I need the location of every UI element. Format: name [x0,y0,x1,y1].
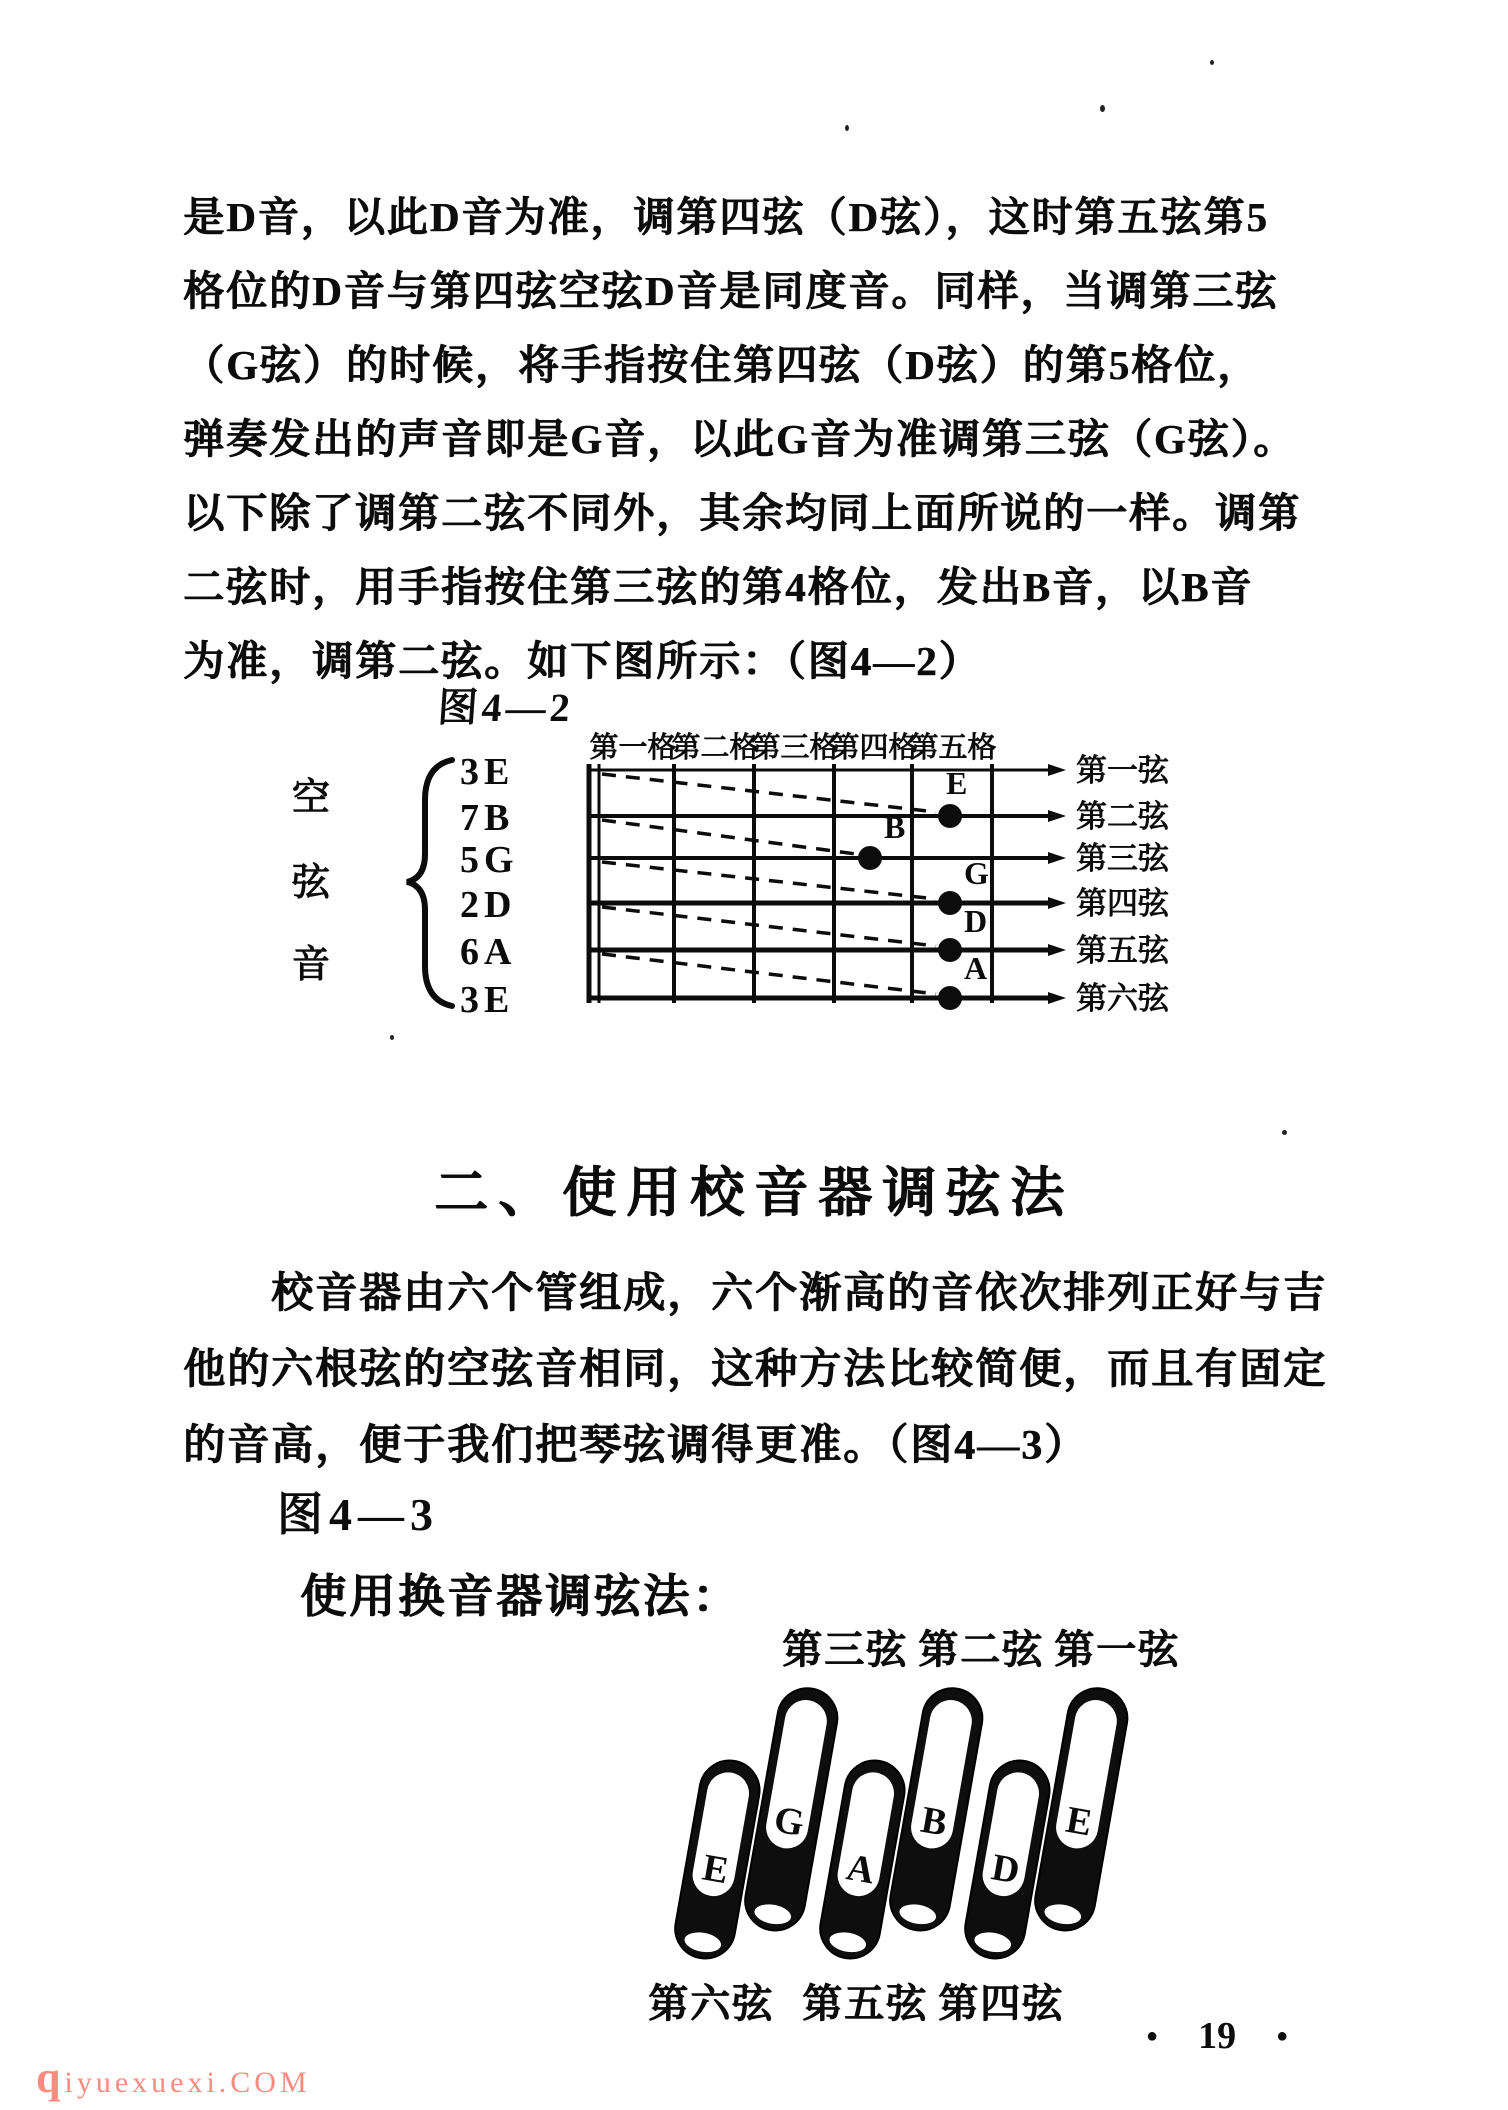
fret-header: 第二格 [671,732,759,764]
note-dot-A [938,986,962,1010]
figure-4-3-caption: 图4—3 [277,1489,439,1540]
note-letter: A [964,950,988,986]
string-right-label: 第四弦 [1076,886,1169,921]
page-number-dot: ● [1276,2025,1289,2047]
page-number-dot: ● [1146,2025,1159,2047]
string-left-label: 3E [460,979,515,1021]
brace [407,760,452,1006]
tuning-dashed-lines [602,774,936,994]
pipe-top-label: 第三弦 [782,1627,908,1672]
open-string-char: 音 [292,944,331,986]
page-number [1146,2014,1288,2058]
string-left-label: 3E [460,751,515,793]
note-letter: B [884,809,906,845]
open-string-char: 弦 [292,862,331,904]
note-letter: G [964,855,989,891]
paragraph-2-line: 的音高，便于我们把琴弦调得更准。（图4—3） [183,1423,1089,1469]
scan-speck [1100,105,1105,112]
paragraph-2-line: 他的六根弦的空弦音相同，这种方法比较简便，而且有固定 [183,1347,1328,1393]
string-right-label: 第二弦 [1076,799,1169,834]
paragraph-1-line: 为准，调第二弦。如下图所示：（图4—2） [183,638,982,684]
section-heading: 二、使用校音器调弦法 [434,1163,1074,1223]
pitch-pipe-A [815,1756,909,1963]
fret-header: 第五格 [909,732,997,764]
note-letter: D [964,903,988,939]
pipe-bottom-label: 第五弦 [802,1981,928,2026]
string-right-label: 第六弦 [1076,981,1169,1016]
pitch-pipe-E6 [670,1756,764,1963]
pipe-top-label: 第一弦 [1054,1627,1180,1672]
string-right-labels [1076,753,1170,1016]
site-watermark: qiyuexuexi.COM [36,2053,311,2102]
paragraph-1-line: 二弦时，用手指按住第三弦的第4格位，发出B音，以B音 [183,564,1254,610]
note-letters [884,765,989,986]
open-string-char: 空 [292,777,331,819]
string-left-labels [460,751,519,1021]
scan-speck [1282,1130,1287,1135]
fret-header: 第四格 [830,732,918,764]
pipe-top-label: 第二弦 [918,1627,1044,1672]
fret-header: 第一格 [589,732,677,764]
note-letter: E [946,765,968,801]
pitch-pipe-D [960,1756,1054,1963]
scan-speck [390,1035,394,1040]
note-dot-D [938,938,962,962]
scan-speck [1210,60,1214,65]
pipe-bottom-label: 第六弦 [648,1981,774,2026]
paragraph-2-line: 校音器由六个管组成，六个渐高的音依次排列正好与吉 [271,1271,1328,1317]
nut [589,764,599,1003]
note-dot-B [858,846,882,870]
paragraph-1-line: 是D音，以此D音为准，调第四弦（D弦），这时第五弦第5 [183,194,1269,240]
paragraph-1-line: 格位的D音与第四弦空弦D音是同度音。同样，当调第三弦 [183,268,1279,314]
string-right-label: 第三弦 [1076,841,1169,876]
pipe-note-letter: B [917,1798,951,1845]
string-left-label: 2D [460,884,517,926]
paragraph-1-line: （G弦）的时候，将手指按住第四弦（D弦）的第5格位， [183,342,1260,388]
string-left-label: 5G [460,839,519,881]
string-right-label: 第五弦 [1076,933,1169,968]
figure-4-2-caption: 图4—2 [436,685,576,730]
pipe-bottom-label: 第四弦 [938,1981,1064,2026]
pipe-note-letter: E [699,1846,732,1893]
note-dot-E [938,804,962,828]
string-left-label: 7B [460,797,515,839]
paragraph-1 [183,180,1363,698]
figure-4-3-subtitle: 使用换音器调弦法： [300,1571,741,1622]
note-dot-G [938,891,962,915]
fretboard-diagram [270,715,1360,1025]
paragraph-2 [183,1256,1363,1484]
fret-headers [589,731,996,764]
open-string-vertical-label [291,777,331,986]
paragraph-1-line: 弹奏发出的声音即是G音，以此G音为准调第三弦（G弦）。 [183,416,1297,462]
string-right-label: 第一弦 [1076,753,1169,788]
paragraph-1-line: 以下除了调第二弦不同外，其余均同上面所说的一样。调第 [183,490,1301,536]
fret-header: 第三格 [751,732,839,764]
pipe-note-letter: E [1062,1798,1096,1845]
pipe-note-letter: G [770,1798,808,1845]
string-arrowheads [1048,764,1066,1004]
pipe-note-letter: D [988,1846,1023,1893]
scan-speck [845,125,849,131]
pipe-note-letter: A [843,1846,878,1893]
string-left-label: 6A [460,931,517,973]
page-number-value: 19 [1198,2015,1237,2057]
pitch-pipes-diagram [600,1650,1220,1990]
